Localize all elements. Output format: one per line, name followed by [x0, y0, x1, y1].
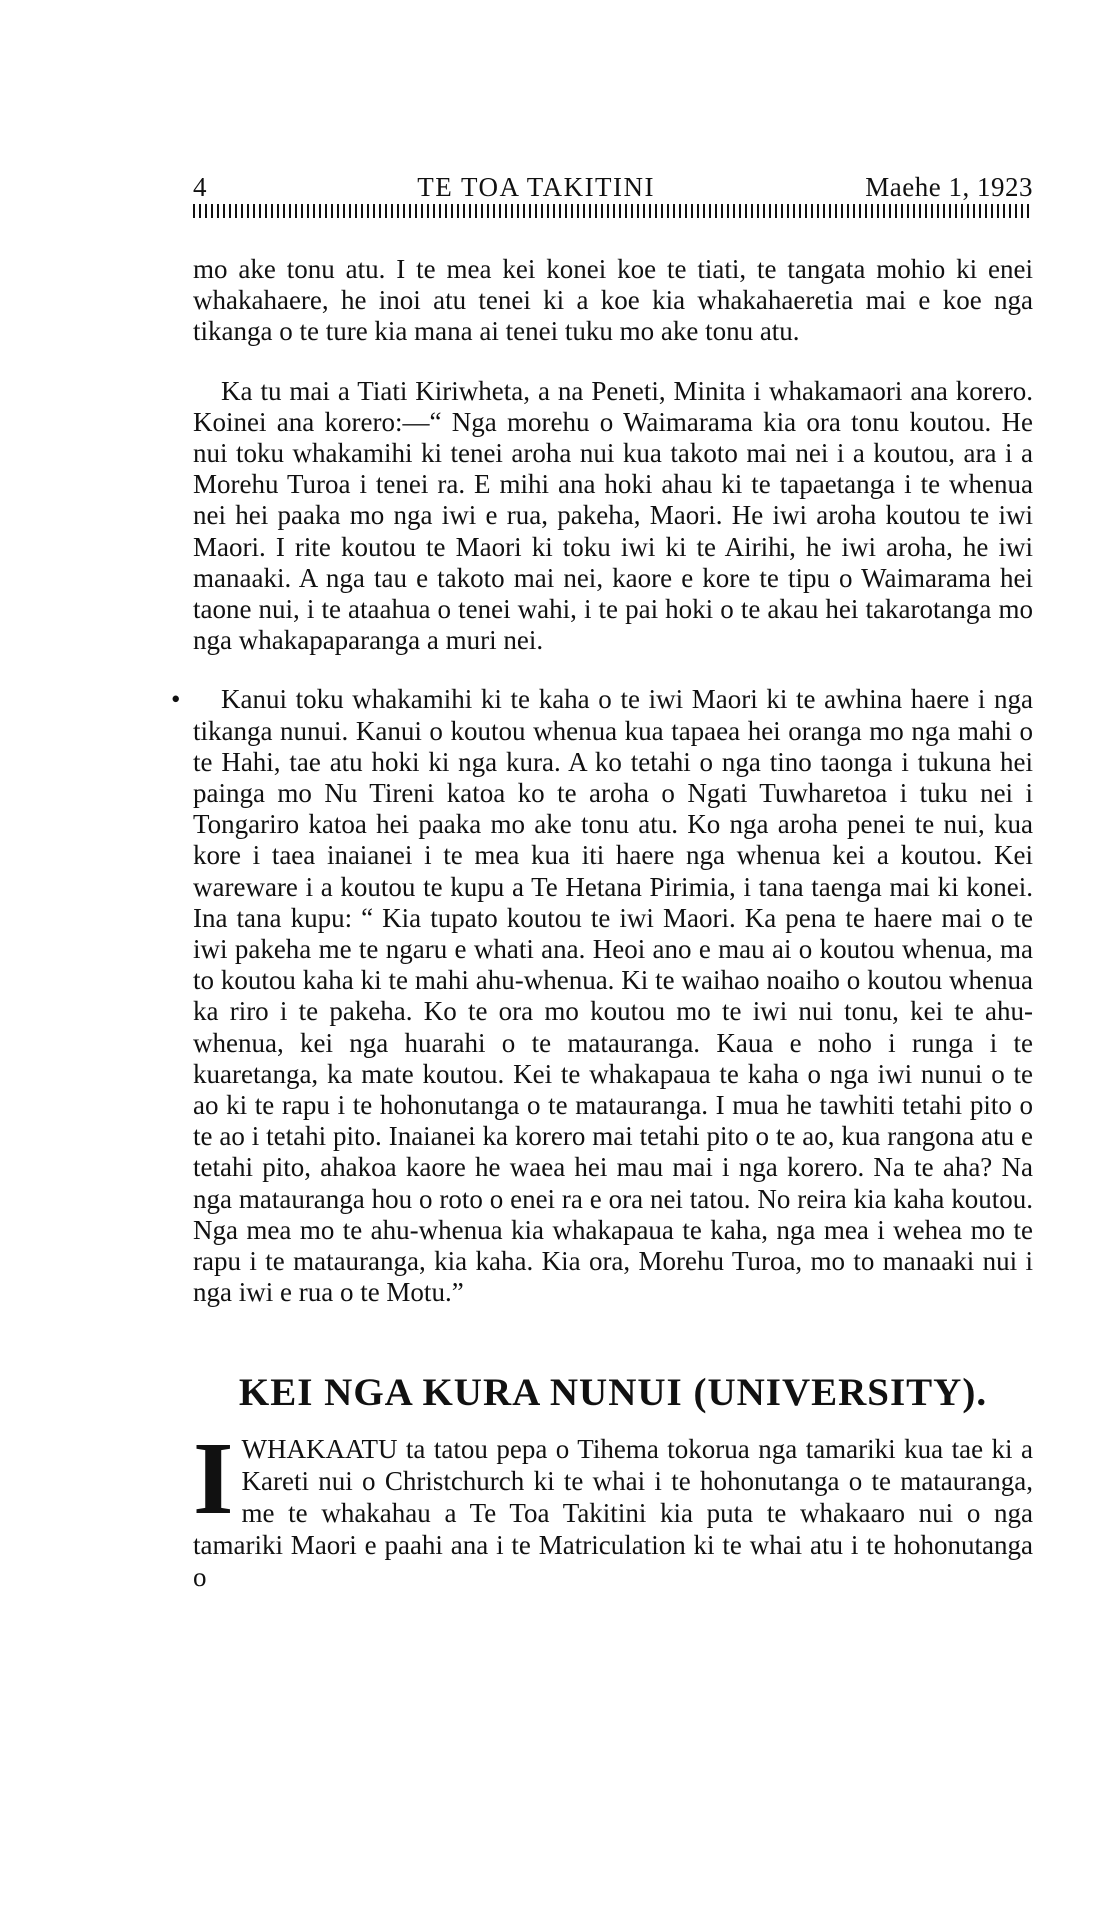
- section-text: WHAKAATU ta tatou pepa o Tihema tokorua nga tamariki kua tae ki a Kareti nui o Christchurch ki te whai i te hohonutanga o te matauranga, me te whakahau a Te Toa Takitini kia puta te whakaaro nui o nga tamariki Maori e paahi ana i te Matriculation ki te whai atu i te hohonutanga o: [193, 1433, 1033, 1592]
- issue-date: Maehe 1, 1923: [865, 172, 1033, 202]
- publication-title: TE TOA TAKITINI: [417, 172, 656, 202]
- section-heading: KEI NGA KURA NUNUI (UNIVERSITY).: [238, 1370, 988, 1414]
- paragraph-3: Kanui toku whakamihi ki te kaha o te iwi Maori ki te awhina haere i nga tikanga nunui. Kanui o koutou whenua kua tapaea hei oranga mo nga mahi o te Hahi, tae atu hoki ki nga kura. A ko tetahi o nga tino taonga i tukuna hei painga mo Nu Tireni katoa ko te aroha o Ngati Tuwharetoa i tuku nei i Tongariro katoa hei paaka mo ake tonu atu. Ko nga aroha penei te nui, kua kore i taea inaianei i te mea kua iti haere nga whenua kei a koutou. Kei wareware i a koutou te kupu a Te Hetana Pirimia, i tana taenga mai ki konei. Ina tana kupu: “ Kia tupato koutou te iwi Maori. Ka pena te haere mai o te iwi pakeha me te ngaru e whati ana. Heoi ano e mau ai o koutou whenua, ma to koutou kaha ki te mahi ahu-whenua. Ki te waihao noaiho o koutou whenua ka riro i te pakeha. Ko te ora mo koutou mo te iwi nui tonu, kei te ahu-whenua, kei nga huarahi o te matauranga. Kaua e noho i runga i te kuaretanga, ka mate koutou. Kei te whakapaua te kaha o nga iwi nunui o te ao ki te rapu i te hohonutanga o te matauranga. I mua he tawhiti tetahi pito o te ao i tetahi pito. Inaianei ka korero mai tetahi pito o te ao, kua rangona atu e tetahi pito, ahakoa kaore he waea hei mau mai i nga korero. Na te aha? Na nga matauranga hou o roto o enei ra e ora nei tatou. No reira kia kaha koutou. Nga mea mo te ahu-whenua kia whakapaua te kaha, nga mea i wehea mo te rapu i te matauranga, kia kaha. Kia ora, Morehu Turoa, mo to manaaki nui i nga iwi e rua o te Motu.”: [193, 684, 1033, 1308]
- bullet-mark: •: [171, 684, 181, 715]
- page-number: 4: [193, 172, 207, 202]
- decorative-rule: [193, 204, 1033, 218]
- paragraph-1: mo ake tonu atu. I te mea kei konei koe te tiati, te tangata mohio ki enei whakahaere, he inoi atu tenei ki a koe kia whakahaeretia mai e koe nga tikanga o te ture kia mana ai tenei tuku mo ake tonu atu.: [193, 254, 1033, 347]
- page: [171, 172, 1033, 1593]
- section-paragraph: [193, 1420, 1033, 1593]
- article-body: [171, 254, 1033, 1309]
- paragraph-2: Ka tu mai a Tiati Kiriwheta, a na Peneti, Minita i whakamaori ana korero. Koinei ana korero:—“ Nga morehu o Waimarama kia ora tonu koutou. He nui toku whakamihi ki tenei aroha nui kua takoto mai nei i a koutou, ara i a Morehu Turoa i tenei ra. E mihi ana hoki ahau ki te tapaetanga i te whenua nei hei paaka mo nga iwi e rua, pakeha, Maori. He iwi aroha koutou te iwi Maori. I rite koutou te Maori ki toku iwi ki te Airihi, he iwi aroha, he iwi manaaki. A nga tau e takoto mai nei, kaore e kore te tipu o Waimarama hei taone nui, i te ataahua o tenei wahi, i te pai hoki o te akau hei takarotanga mo nga whakapaparanga a muri nei.: [193, 375, 1033, 656]
- drop-cap: I: [193, 1420, 234, 1536]
- running-header: [193, 172, 1033, 202]
- paragraph-3-wrapper: [171, 684, 1033, 1308]
